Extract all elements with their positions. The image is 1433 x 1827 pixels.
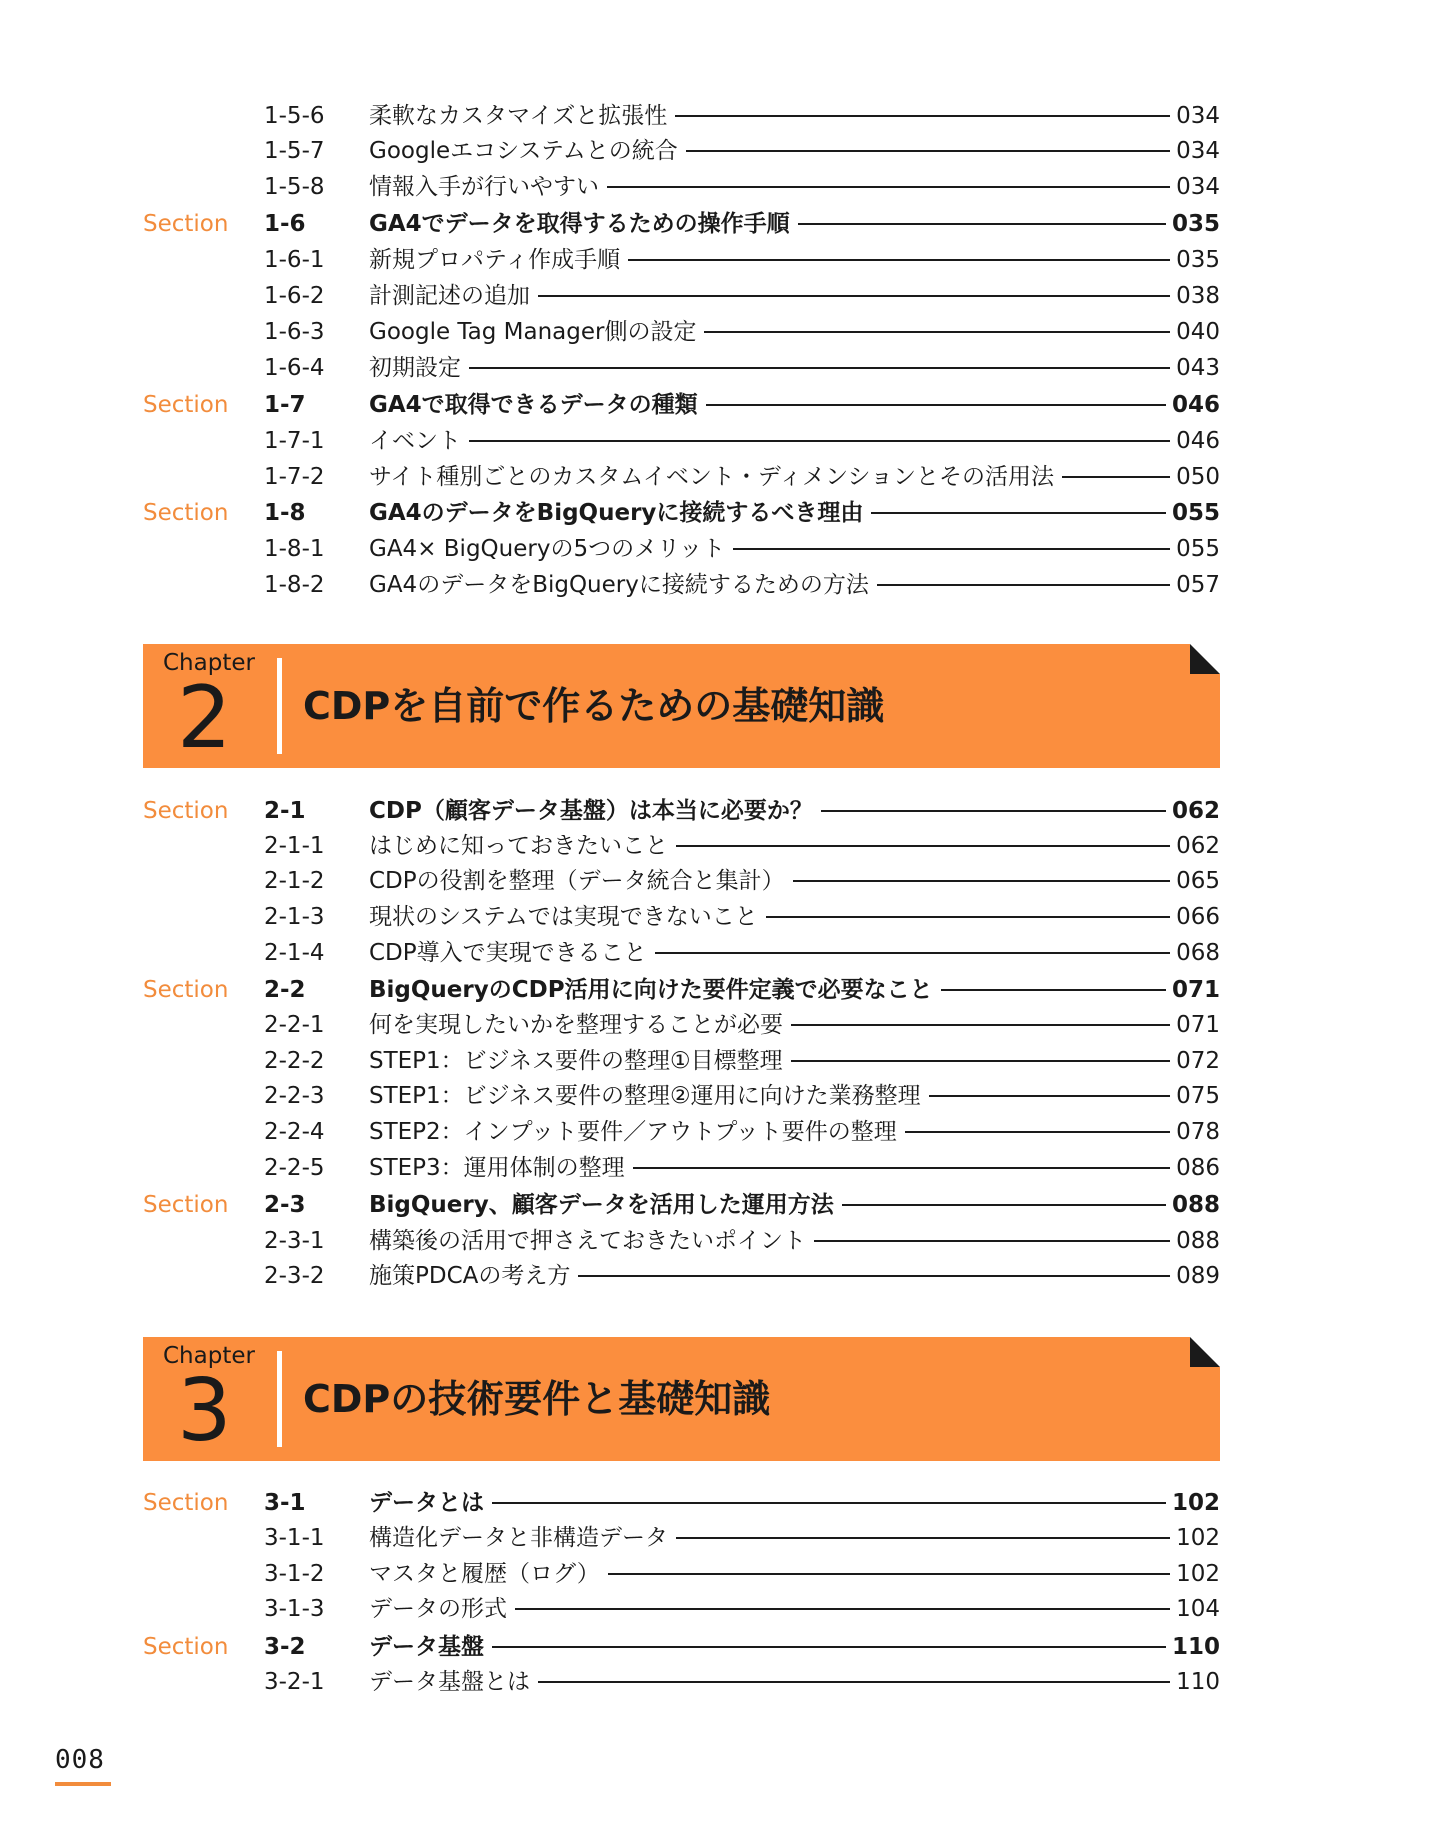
entry-title: イベント — [369, 428, 461, 454]
entry-page: 102 — [1176, 1561, 1220, 1587]
entry-page: 055 — [1176, 536, 1220, 562]
entry-line — [369, 1523, 1220, 1553]
entry-page: 046 — [1171, 392, 1220, 418]
entry-number: 2-3-1 — [264, 1228, 325, 1254]
section-label: Section — [143, 977, 229, 1003]
entry-title: 構築後の活用で押さえておきたいポイント — [369, 1228, 806, 1254]
entry-title: 施策PDCAの考え方 — [369, 1263, 571, 1289]
toc-subsection-row — [0, 1153, 1433, 1183]
leader-line — [814, 1240, 1170, 1242]
entry-number: 1-6-2 — [264, 283, 325, 309]
entry-number: 2-2-2 — [264, 1048, 325, 1074]
toc-section-row — [0, 975, 1433, 1005]
section-label: Section — [143, 1192, 229, 1218]
toc-subsection-row — [0, 426, 1433, 456]
chapter-number: 2 — [177, 668, 232, 768]
entry-line — [369, 1010, 1220, 1040]
entry-number: 3-1-3 — [264, 1596, 325, 1622]
entry-page: 071 — [1171, 977, 1220, 1003]
toc-section-row — [0, 390, 1433, 420]
toc-subsection-row — [0, 866, 1433, 896]
entry-line — [369, 1488, 1220, 1518]
entry-page: 110 — [1171, 1634, 1220, 1660]
entry-line — [369, 426, 1220, 456]
toc-subsection-row — [0, 938, 1433, 968]
entry-number: 1-5-7 — [264, 138, 325, 164]
entry-page: 035 — [1176, 247, 1220, 273]
entry-page: 034 — [1176, 138, 1220, 164]
entry-page: 068 — [1176, 940, 1220, 966]
chapter-label: Chapter — [163, 650, 255, 676]
entry-number: 1-5-6 — [264, 103, 325, 129]
entry-number: 3-1 — [264, 1490, 306, 1516]
entry-line — [369, 462, 1220, 492]
toc-subsection-row — [0, 831, 1433, 861]
chapter-divider — [277, 658, 282, 754]
entry-line — [369, 209, 1220, 239]
banner-corner — [1190, 1337, 1220, 1367]
entry-number: 2-1-2 — [264, 868, 325, 894]
leader-line — [655, 952, 1170, 954]
entry-number: 2-1-3 — [264, 904, 325, 930]
leader-line — [793, 880, 1170, 882]
leader-line — [578, 1275, 1170, 1277]
entry-line — [369, 390, 1220, 420]
leader-line — [676, 845, 1170, 847]
entry-number: 3-1-2 — [264, 1561, 325, 1587]
entry-number: 2-3 — [264, 1192, 306, 1218]
entry-line — [369, 1190, 1220, 1220]
toc-subsection-row — [0, 1261, 1433, 1291]
leader-line — [538, 1681, 1170, 1683]
entry-title: サイト種別ごとのカスタムイベント・ディメンションとその活用法 — [369, 464, 1055, 490]
leader-line — [686, 150, 1170, 152]
toc-subsection-row — [0, 1117, 1433, 1147]
entry-title: Googleエコシステムとの統合 — [369, 138, 678, 164]
toc-section-row — [0, 1632, 1433, 1662]
leader-line — [538, 295, 1170, 297]
leader-line — [791, 1024, 1170, 1026]
entry-line — [369, 172, 1220, 202]
entry-title: 現状のシステムでは実現できないこと — [369, 904, 758, 930]
entry-title: 計測記述の追加 — [369, 283, 530, 309]
leader-line — [871, 512, 1166, 514]
entry-title: 柔軟なカスタマイズと拡張性 — [369, 103, 668, 129]
entry-page: 057 — [1176, 572, 1220, 598]
entry-line — [369, 281, 1220, 311]
toc-subsection-row — [0, 1559, 1433, 1589]
leader-line — [492, 1646, 1166, 1648]
entry-line — [369, 498, 1220, 528]
leader-line — [941, 989, 1166, 991]
entry-title: GA4で取得できるデータの種類 — [369, 392, 698, 418]
section-label: Section — [143, 500, 229, 526]
chapter-label: Chapter — [163, 1343, 255, 1369]
entry-number: 2-2-5 — [264, 1155, 325, 1181]
section-label: Section — [143, 1490, 229, 1516]
entry-title: 情報入手が行いやすい — [369, 174, 599, 200]
chapter-divider — [277, 1351, 282, 1447]
toc-subsection-row — [0, 101, 1433, 131]
entry-number: 2-2-3 — [264, 1083, 325, 1109]
entry-number: 2-2 — [264, 977, 306, 1003]
entry-line — [369, 1632, 1220, 1662]
leader-line — [798, 223, 1166, 225]
chapter-title: CDPの技術要件と基礎知識 — [303, 1377, 771, 1421]
leader-line — [492, 1502, 1166, 1504]
toc-subsection-row — [0, 570, 1433, 600]
toc-section-row — [0, 1190, 1433, 1220]
toc-section-row — [0, 796, 1433, 826]
entry-page: 086 — [1176, 1155, 1220, 1181]
entry-page: 066 — [1176, 904, 1220, 930]
entry-title: マスタと履歴（ログ） — [369, 1561, 600, 1587]
entry-number: 1-8-2 — [264, 572, 325, 598]
entry-line — [369, 831, 1220, 861]
toc-section-row — [0, 1488, 1433, 1518]
entry-page: 089 — [1176, 1263, 1220, 1289]
toc-subsection-row — [0, 317, 1433, 347]
entry-line — [369, 866, 1220, 896]
chapter-title: CDPを自前で作るための基礎知識 — [303, 684, 885, 728]
entry-number: 2-2-1 — [264, 1012, 325, 1038]
section-label: Section — [143, 798, 229, 824]
entry-title: STEP1：ビジネス要件の整理②運用に向けた業務整理 — [369, 1083, 921, 1109]
toc-subsection-row — [0, 1667, 1433, 1697]
leader-line — [675, 115, 1170, 117]
entry-line — [369, 1667, 1220, 1697]
leader-line — [607, 186, 1170, 188]
entry-title: STEP2：インプット要件／アウトプット要件の整理 — [369, 1119, 897, 1145]
entry-title: GA4のデータをBigQueryに接続するべき理由 — [369, 500, 864, 526]
entry-number: 1-8-1 — [264, 536, 325, 562]
entry-line — [369, 534, 1220, 564]
leader-line — [821, 810, 1166, 812]
toc-subsection-row — [0, 902, 1433, 932]
entry-number: 1-5-8 — [264, 174, 325, 200]
toc-section-row — [0, 498, 1433, 528]
entry-line — [369, 1046, 1220, 1076]
entry-page: 038 — [1176, 283, 1220, 309]
entry-number: 2-3-2 — [264, 1263, 325, 1289]
entry-number: 1-6-4 — [264, 355, 325, 381]
entry-page: 062 — [1176, 833, 1220, 859]
entry-title: 初期設定 — [369, 355, 461, 381]
toc-subsection-row — [0, 136, 1433, 166]
toc-subsection-row — [0, 1081, 1433, 1111]
leader-line — [608, 1573, 1170, 1575]
entry-title: CDP（顧客データ基盤）は本当に必要か？ — [369, 798, 813, 824]
entry-line — [369, 902, 1220, 932]
leader-line — [515, 1608, 1170, 1610]
entry-title: CDP導入で実現できること — [369, 940, 647, 966]
entry-page: 055 — [1171, 500, 1220, 526]
section-label: Section — [143, 211, 229, 237]
entry-page: 065 — [1176, 868, 1220, 894]
entry-line — [369, 136, 1220, 166]
entry-line — [369, 1081, 1220, 1111]
leader-line — [704, 331, 1170, 333]
chapter-banner — [143, 1337, 1220, 1461]
toc-subsection-row — [0, 1010, 1433, 1040]
entry-line — [369, 353, 1220, 383]
entry-line — [369, 570, 1220, 600]
toc-subsection-row — [0, 172, 1433, 202]
entry-number: 3-2 — [264, 1634, 306, 1660]
entry-title: 新規プロパティ作成手順 — [369, 247, 621, 273]
entry-line — [369, 1559, 1220, 1589]
entry-number: 1-6-3 — [264, 319, 325, 345]
leader-line — [676, 1537, 1170, 1539]
toc-subsection-row — [0, 1226, 1433, 1256]
entry-number: 2-2-4 — [264, 1119, 325, 1145]
entry-title: GA4のデータをBigQueryに接続するための方法 — [369, 572, 869, 598]
entry-line — [369, 1117, 1220, 1147]
entry-line — [369, 1153, 1220, 1183]
entry-page: 034 — [1176, 174, 1220, 200]
entry-title: BigQueryのCDP活用に向けた要件定義で必要なこと — [369, 977, 933, 1003]
entry-page: 110 — [1176, 1669, 1220, 1695]
entry-line — [369, 1594, 1220, 1624]
entry-page: 071 — [1176, 1012, 1220, 1038]
leader-line — [929, 1095, 1170, 1097]
entry-page: 034 — [1176, 103, 1220, 129]
leader-line — [469, 440, 1170, 442]
toc-subsection-row — [0, 281, 1433, 311]
toc-subsection-row — [0, 1523, 1433, 1553]
entry-line — [369, 101, 1220, 131]
entry-line — [369, 796, 1220, 826]
entry-title: BigQuery、顧客データを活用した運用方法 — [369, 1192, 834, 1218]
leader-line — [469, 367, 1170, 369]
entry-page: 088 — [1171, 1192, 1220, 1218]
leader-line — [733, 548, 1170, 550]
leader-line — [1062, 476, 1170, 478]
entry-title: データ基盤 — [369, 1634, 484, 1660]
entry-number: 1-6 — [264, 211, 306, 237]
entry-number: 3-1-1 — [264, 1525, 325, 1551]
leader-line — [706, 404, 1166, 406]
leader-line — [791, 1060, 1170, 1062]
leader-line — [633, 1167, 1170, 1169]
entry-page: 075 — [1176, 1083, 1220, 1109]
leader-line — [842, 1204, 1166, 1206]
entry-title: STEP1：ビジネス要件の整理①目標整理 — [369, 1048, 783, 1074]
chapter-number: 3 — [177, 1361, 232, 1461]
entry-page: 050 — [1176, 464, 1220, 490]
entry-number: 1-7-1 — [264, 428, 325, 454]
folio: 008 — [55, 1745, 105, 1775]
entry-page: 088 — [1176, 1228, 1220, 1254]
entry-title: Google Tag Manager側の設定 — [369, 319, 697, 345]
folio-underline — [55, 1782, 111, 1786]
section-label: Section — [143, 392, 229, 418]
entry-page: 072 — [1176, 1048, 1220, 1074]
chapter-banner — [143, 644, 1220, 768]
leader-line — [877, 584, 1170, 586]
toc-subsection-row — [0, 245, 1433, 275]
entry-page: 102 — [1176, 1525, 1220, 1551]
banner-corner — [1190, 644, 1220, 674]
toc-subsection-row — [0, 1594, 1433, 1624]
entry-page: 035 — [1171, 211, 1220, 237]
leader-line — [628, 259, 1170, 261]
entry-title: 構造化データと非構造データ — [369, 1525, 668, 1551]
entry-title: データの形式 — [369, 1596, 507, 1622]
toc-subsection-row — [0, 1046, 1433, 1076]
entry-title: STEP3：運用体制の整理 — [369, 1155, 625, 1181]
entry-number: 1-7 — [264, 392, 306, 418]
entry-number: 1-8 — [264, 500, 306, 526]
entry-title: GA4でデータを取得するための操作手順 — [369, 211, 790, 237]
entry-number: 3-2-1 — [264, 1669, 325, 1695]
entry-number: 2-1 — [264, 798, 306, 824]
entry-page: 062 — [1171, 798, 1220, 824]
entry-line — [369, 975, 1220, 1005]
entry-title: データ基盤とは — [369, 1669, 530, 1695]
section-label: Section — [143, 1634, 229, 1660]
toc-subsection-row — [0, 353, 1433, 383]
entry-page: 104 — [1176, 1596, 1220, 1622]
entry-line — [369, 1261, 1220, 1291]
entry-page: 046 — [1176, 428, 1220, 454]
entry-page: 078 — [1176, 1119, 1220, 1145]
entry-page: 040 — [1176, 319, 1220, 345]
entry-page: 043 — [1176, 355, 1220, 381]
entry-number: 1-6-1 — [264, 247, 325, 273]
toc-subsection-row — [0, 462, 1433, 492]
entry-title: データとは — [369, 1490, 484, 1516]
entry-title: 何を実現したいかを整理することが必要 — [369, 1012, 783, 1038]
entry-title: GA4× BigQueryの5つのメリット — [369, 536, 726, 562]
leader-line — [905, 1131, 1170, 1133]
toc-subsection-row — [0, 534, 1433, 564]
entry-line — [369, 317, 1220, 347]
entry-number: 2-1-4 — [264, 940, 325, 966]
entry-number: 2-1-1 — [264, 833, 325, 859]
entry-title: CDPの役割を整理（データ統合と集計） — [369, 868, 785, 894]
leader-line — [766, 916, 1170, 918]
toc-section-row — [0, 209, 1433, 239]
entry-number: 1-7-2 — [264, 464, 325, 490]
entry-page: 102 — [1171, 1490, 1220, 1516]
entry-title: はじめに知っておきたいこと — [369, 833, 668, 859]
entry-line — [369, 1226, 1220, 1256]
entry-line — [369, 938, 1220, 968]
entry-line — [369, 245, 1220, 275]
